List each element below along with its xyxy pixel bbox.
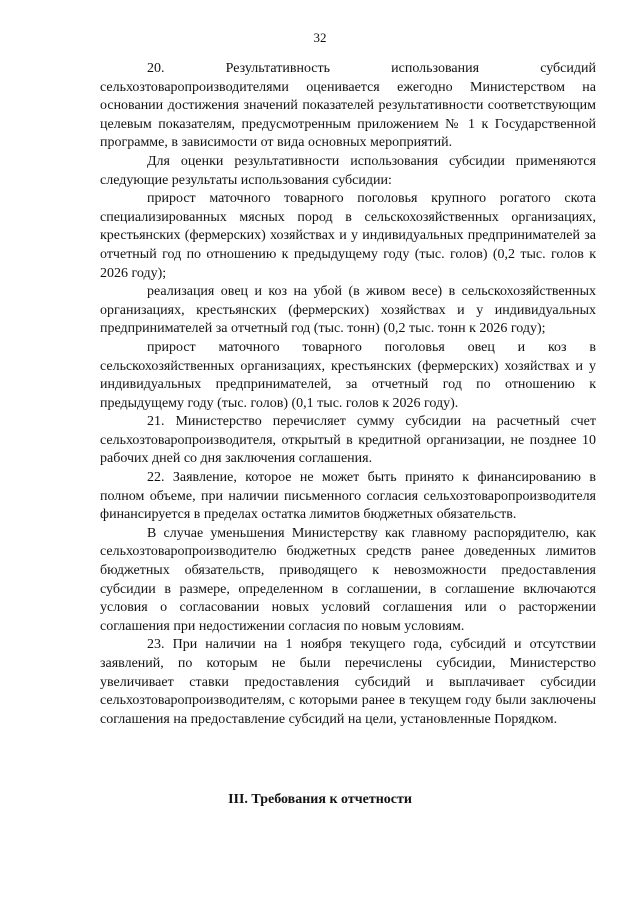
paragraph-21: 21. Министерство перечисляет сумму субсидии на расчетный счет сельхозтоваропроизводителя, открытый в кредитной организации, не позднее 10 рабочих дней со дня заключения соглашения. <box>100 414 596 467</box>
paragraph-23: 23. При наличии на 1 ноября текущего года, субсидий и отсутствии заявлений, по которым не были перечислены субсидии, Министерство увеличивает ставки предоставления субсидий и выплачивает субсидии сельхозтоваропроизводителям, с которыми ранее в текущем году были заключены соглашения на предоставление субсидий на цели, установленные Порядком. <box>100 637 596 727</box>
document-body <box>100 60 596 729</box>
paragraph-22: 22. Заявление, которое не может быть принято к финансированию в полном объеме, при наличии письменного согласия сельхозтоваропроизводителя финансируется в пределах остатка лимитов бюджетных обязательств. <box>100 470 596 523</box>
paragraph-22-limits: В случае уменьшения Министерству как главному распорядителю, как сельхозтоваропроизводителю бюджетных средств ранее доведенных лимитов бюджетных обязательств, приводящего к невозможности предоставления субсидии в размере, определенном в соглашении, в соглашение включаются условия о согласовании новых условий соглашения или о расторжении соглашения при недостижении согласия по новым условиям. <box>100 525 596 634</box>
paragraph-result-sheep-growth: прирост маточного товарного поголовья овец и коз в сельскохозяйственных организациях, крестьянских (фермерских) хозяйствах и у индивидуальных предпринимателей, за отчетный год по отношению к предыдущему году (тыс. голов) (0,1 тыс. голов к 2026 году). <box>100 339 596 411</box>
section-heading: III. Требования к отчетности <box>228 792 412 807</box>
paragraph-result-cattle: прирост маточного товарного поголовья крупного рогатого скота специализированных мясных пород в сельскохозяйственных организациях, крестьянских (фермерских) хозяйствах и у индивидуальных предпринимателей за отчетный год по отношению к предыдущему году (тыс. голов) (0,2 тыс. голов к 2026 году); <box>100 191 596 281</box>
page-number: 32 <box>313 30 327 45</box>
paragraph-results-intro: Для оценки результативности использования субсидии применяются следующие результаты использования субсидии: <box>100 153 596 188</box>
paragraph-result-sheep-sales: реализация овец и коз на убой (в живом весе) в сельскохозяйственных организациях, крестьянских (фермерских) хозяйствах и у индивидуальных предпринимателей за отчетный год (тыс. тонн) (0,2 тыс. тонн к 2026 году); <box>100 284 596 337</box>
paragraph-20: 20. Результативность использования субсидий сельхозтоваропроизводителями оценивается ежегодно Министерством на основании достижения значений показателей результативности соответствующим целевым показателям, предусмотренным приложением № 1 к Государственной программе, в зависимости от вида основных мероприятий. <box>100 61 596 151</box>
